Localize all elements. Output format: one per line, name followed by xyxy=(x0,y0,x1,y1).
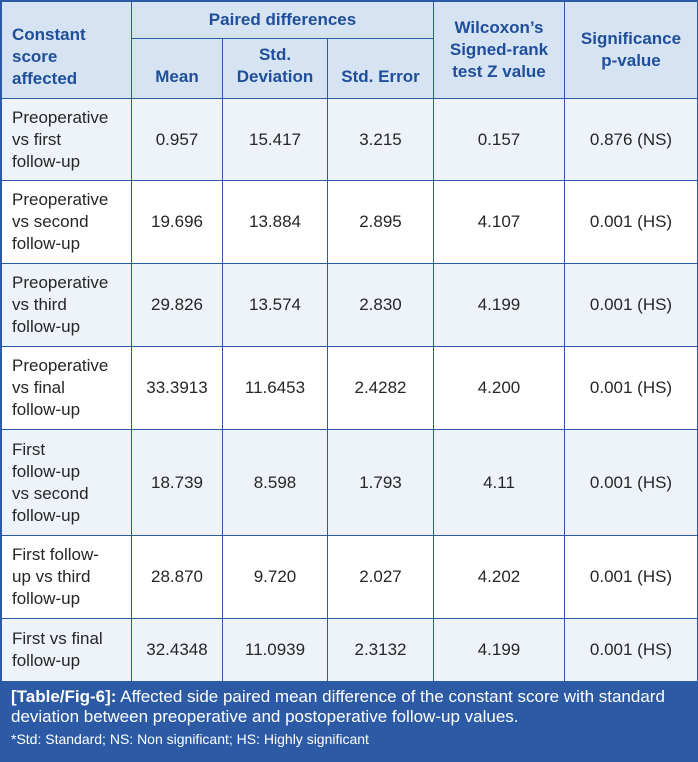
results-table xyxy=(1,1,698,682)
cell-mean: 19.696 xyxy=(132,181,223,264)
cell-p-value: 0.001 (HS) xyxy=(565,619,698,682)
cell-z-value: 4.11 xyxy=(434,430,565,536)
cell-mean: 33.3913 xyxy=(132,347,223,430)
row-label: First follow-up vs second follow-up xyxy=(2,430,132,536)
header-constant-score: Constant score affected xyxy=(2,2,132,99)
cell-p-value: 0.001 (HS) xyxy=(565,536,698,619)
row-label: Preoperative vs second follow-up xyxy=(2,181,132,264)
table-row xyxy=(2,264,698,347)
cell-mean: 28.870 xyxy=(132,536,223,619)
cell-std-error: 2.3132 xyxy=(328,619,434,682)
row-label: Preoperative vs first follow-up xyxy=(2,99,132,181)
header-mean: Mean xyxy=(132,39,223,99)
row-label: First follow- up vs third follow-up xyxy=(2,536,132,619)
cell-p-value: 0.001 (HS) xyxy=(565,347,698,430)
cell-std-deviation: 13.884 xyxy=(223,181,328,264)
caption-body: Affected side paired mean difference of the constant score with standard deviation between preoperative and postoperative follow-up values. xyxy=(11,687,665,726)
cell-std-error: 3.215 xyxy=(328,99,434,181)
row-label: Preoperative vs final follow-up xyxy=(2,347,132,430)
caption-footnote: *Std: Standard; NS: Non significant; HS: Highly significant xyxy=(11,731,369,747)
row-label: Preoperative vs third follow-up xyxy=(2,264,132,347)
header-std-error: Std. Error xyxy=(328,39,434,99)
cell-std-deviation: 13.574 xyxy=(223,264,328,347)
table-row xyxy=(2,99,698,181)
cell-mean: 0.957 xyxy=(132,99,223,181)
caption-text xyxy=(11,687,687,727)
cell-std-error: 2.895 xyxy=(328,181,434,264)
table-row xyxy=(2,347,698,430)
cell-std-error: 1.793 xyxy=(328,430,434,536)
table-row xyxy=(2,536,698,619)
cell-std-deviation: 9.720 xyxy=(223,536,328,619)
cell-std-deviation: 11.6453 xyxy=(223,347,328,430)
cell-p-value: 0.001 (HS) xyxy=(565,181,698,264)
table-row xyxy=(2,181,698,264)
cell-std-deviation: 11.0939 xyxy=(223,619,328,682)
header-paired-differences: Paired differences xyxy=(132,2,434,39)
header-wilcoxon: Wilcoxon’s Signed-rank test Z value xyxy=(434,2,565,99)
cell-p-value: 0.001 (HS) xyxy=(565,264,698,347)
cell-z-value: 4.202 xyxy=(434,536,565,619)
cell-z-value: 4.199 xyxy=(434,619,565,682)
cell-p-value: 0.876 (NS) xyxy=(565,99,698,181)
cell-std-deviation: 8.598 xyxy=(223,430,328,536)
header-std-deviation: Std. Deviation xyxy=(223,39,328,99)
table-caption xyxy=(1,681,697,761)
header-significance: Significance p-value xyxy=(565,2,698,99)
row-label: First vs final follow-up xyxy=(2,619,132,682)
cell-z-value: 0.157 xyxy=(434,99,565,181)
table-row xyxy=(2,430,698,536)
cell-mean: 18.739 xyxy=(132,430,223,536)
cell-std-error: 2.4282 xyxy=(328,347,434,430)
cell-std-error: 2.830 xyxy=(328,264,434,347)
cell-std-deviation: 15.417 xyxy=(223,99,328,181)
table-row xyxy=(2,619,698,682)
cell-z-value: 4.107 xyxy=(434,181,565,264)
cell-mean: 29.826 xyxy=(132,264,223,347)
caption-tag: [Table/Fig-6]: xyxy=(11,687,117,706)
cell-z-value: 4.199 xyxy=(434,264,565,347)
cell-std-error: 2.027 xyxy=(328,536,434,619)
cell-mean: 32.4348 xyxy=(132,619,223,682)
cell-p-value: 0.001 (HS) xyxy=(565,430,698,536)
cell-z-value: 4.200 xyxy=(434,347,565,430)
